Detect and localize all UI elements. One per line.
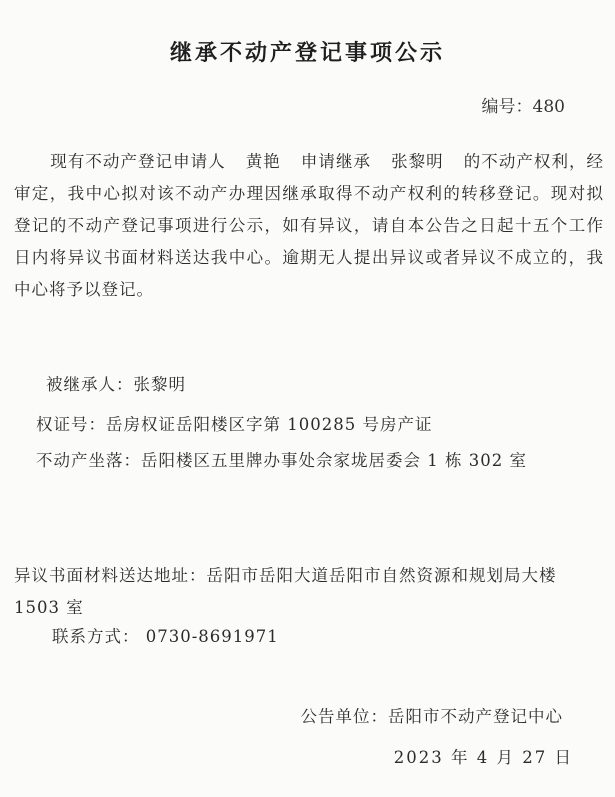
notice-body	[14, 146, 604, 306]
applicant-name: 黄艳	[245, 152, 281, 171]
decedent-name: 张黎明	[391, 152, 444, 171]
page-title: 继承不动产登记事项公示	[169, 41, 445, 66]
issue-date: 2023 年 4 月 27 日	[393, 748, 573, 767]
location-field: 不动产坐落：岳阳楼区五里牌办事处佘家垅居委会 1 栋 302 室	[36, 451, 527, 470]
body-line-start: 现有不动产登记申请人	[50, 152, 226, 171]
contact-field: 联系方式： 0730-8691971	[52, 627, 279, 646]
issuer: 公告单位：岳阳市不动产登记中心	[300, 707, 563, 726]
objection-address-field: 异议书面材料送达地址：岳阳市岳阳大道岳阳市自然资源和规划局大楼 1503 室	[14, 566, 557, 617]
body-action: 申请继承	[300, 152, 372, 171]
certificate-field: 权证号：岳房权证岳阳楼区字第 100285 号房产证	[36, 415, 433, 434]
inheritee-field: 被继承人：张黎明	[46, 375, 186, 394]
document-number: 编号：480	[481, 97, 565, 117]
body-line-rest: 的不动产权利，经审定，我中心拟对该不动产办理因继承取得不动产权利的转移登记。现对拟登记的不动产登记事项进行公示，如有异议，请自本公告之日起十五个工作日内将异议书面材料送达我中心。逾期无人提出异议或者异议不成立的，我中心将予以登记。	[14, 152, 605, 299]
